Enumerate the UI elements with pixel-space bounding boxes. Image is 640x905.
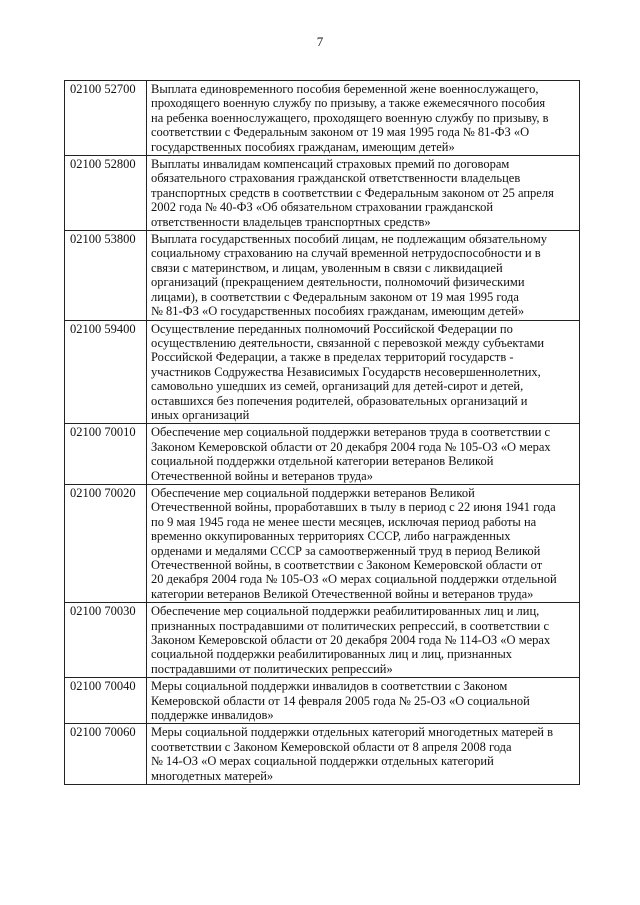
row-description: Осуществление переданных полномочий Российской Федерации по осуществлению деятельности, связанной с перевозкой между субъектами Российской Федерации, а также в пределах территорий государств - участников Содружества Независимых Государств несовершеннолетних, самовольно ушедших из семей, организаций для детей-сирот и детей, оставшихся без попечения родителей, образовательных организаций и иных организаций bbox=[147, 320, 580, 424]
table-row bbox=[65, 724, 580, 785]
table-row bbox=[65, 156, 580, 231]
row-description: Меры социальной поддержки инвалидов в соответствии с Законом Кемеровской области от 14 февраля 2005 года № 25-ОЗ «О социальной поддержке инвалидов» bbox=[147, 678, 580, 724]
table-row bbox=[65, 424, 580, 485]
row-description: Выплаты инвалидам компенсаций страховых премий по договорам обязательного страхования гражданской ответственности владельцев транспортных средств в соответствии с Федеральным законом от 25 апреля 2002 года № 40-ФЗ «Об обязательном страховании гражданской ответственности владельцев транспортных средств» bbox=[147, 156, 580, 231]
row-code: 02100 70060 bbox=[65, 724, 147, 785]
page-number: 7 bbox=[316, 34, 324, 49]
table-row bbox=[65, 484, 580, 602]
row-description: Выплата единовременного пособия беременной жене военнослужащего, проходящего военную службу по призыву, а также ежемесячного пособия на ребенка военнослужащего, проходящего военную службу по призыву, в соответствии с Федеральным законом от 19 мая 1995 года № 81-ФЗ «О государственных пособиях гражданам, имеющим детей» bbox=[147, 81, 580, 156]
row-code: 02100 70010 bbox=[65, 424, 147, 485]
row-code: 02100 70040 bbox=[65, 678, 147, 724]
row-code: 02100 53800 bbox=[65, 231, 147, 320]
row-description: Меры социальной поддержки отдельных категорий многодетных матерей в соответствии с Законом Кемеровской области от 8 апреля 2008 года № 14-ОЗ «О мерах социальной поддержки отдельных категорий многодетных матерей» bbox=[147, 724, 580, 785]
table-row bbox=[65, 678, 580, 724]
table-row bbox=[65, 81, 580, 156]
row-code: 02100 70030 bbox=[65, 603, 147, 678]
row-code: 02100 52700 bbox=[65, 81, 147, 156]
budget-codes-table bbox=[64, 80, 580, 785]
row-code: 02100 70020 bbox=[65, 484, 147, 602]
row-description: Выплата государственных пособий лицам, не подлежащим обязательному социальному страхованию на случай временной нетрудоспособности и в связи с материнством, и лицам, уволенным в связи с ликвидацией организаций (прекращением деятельности, полномочий физическими лицами), в соответствии с Федеральным законом от 19 мая 1995 года № 81-ФЗ «О государственных пособиях гражданам, имеющим детей» bbox=[147, 231, 580, 320]
row-description: Обеспечение мер социальной поддержки ветеранов Великой Отечественной войны, проработавших в тылу в период с 22 июня 1941 года по 9 мая 1945 года не менее шести месяцев, исключая период работы на временно оккупированных территориях СССР, либо награжденных орденами и медалями СССР за самоотверженный труд в период Великой Отечественной войны, в соответствии с Законом Кемеровской области от 20 декабря 2004 года № 105-ОЗ «О мерах социальной поддержки отдельной категории ветеранов Великой Отечественной войны и ветеранов труда» bbox=[147, 484, 580, 602]
table-row bbox=[65, 231, 580, 320]
row-code: 02100 59400 bbox=[65, 320, 147, 424]
table-row bbox=[65, 320, 580, 424]
row-description: Обеспечение мер социальной поддержки ветеранов труда в соответствии с Законом Кемеровской области от 20 декабря 2004 года № 105-ОЗ «О мерах социальной поддержки отдельной категории ветеранов Великой Отечественной войны и ветеранов труда» bbox=[147, 424, 580, 485]
table-row bbox=[65, 603, 580, 678]
row-description: Обеспечение мер социальной поддержки реабилитированных лиц и лиц, признанных пострадавшими от политических репрессий, в соответствии с Законом Кемеровской области от 20 декабря 2004 года № 114-ОЗ «О мерах социальной поддержки реабилитированных лиц и лиц, признанных пострадавшими от политических репрессий» bbox=[147, 603, 580, 678]
row-code: 02100 52800 bbox=[65, 156, 147, 231]
